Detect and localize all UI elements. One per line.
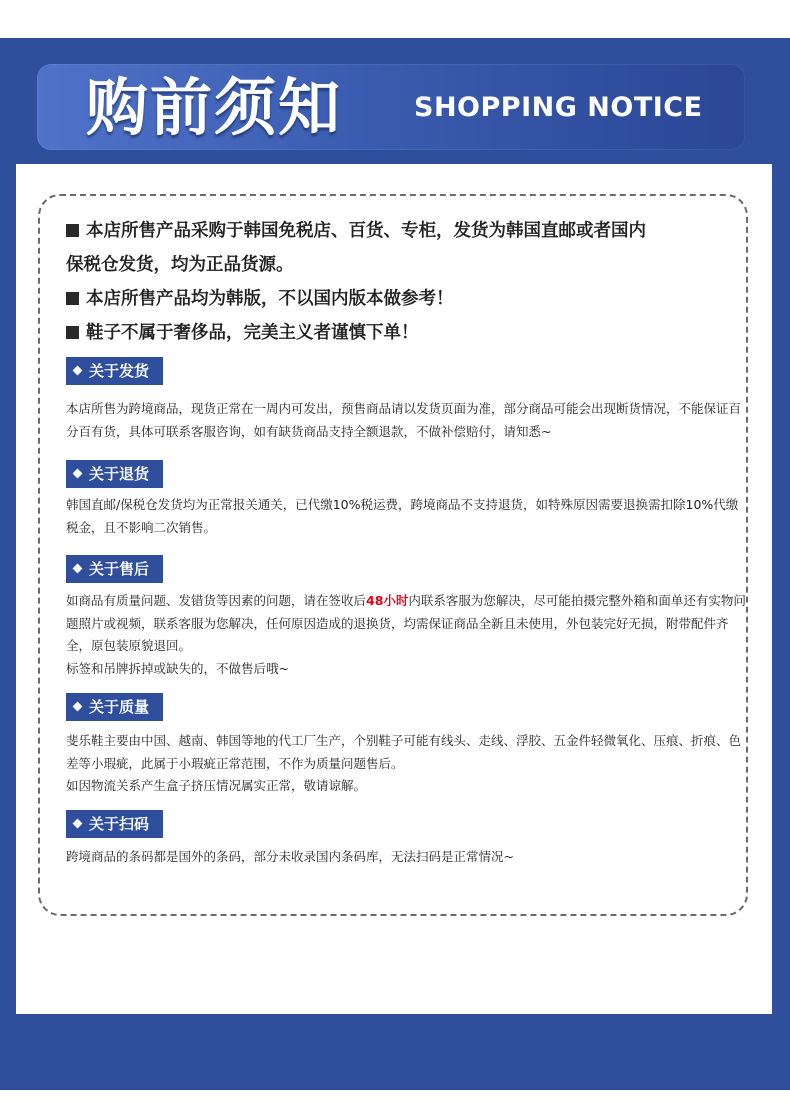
section-body-scan xyxy=(66,846,746,869)
section-tag-shipping xyxy=(66,357,163,385)
paragraph: 韩国直邮/保税仓发货均为正常报关通关，已代缴10%税运费，跨境商品不支持退货，如特殊原因需要退换需扣除10%代缴税金，且不影响二次销售。 xyxy=(66,497,739,535)
section-tag-scan xyxy=(66,810,163,838)
section-label: 关于质量 xyxy=(89,698,150,716)
section-label: 关于发货 xyxy=(89,362,150,380)
intro-text: 本店所售产品均为韩版，不以国内版本做参考！ xyxy=(86,289,454,309)
square-bullet-icon xyxy=(66,326,79,339)
diamond-icon xyxy=(73,366,83,376)
square-bullet-icon xyxy=(66,224,79,237)
section-body-quality xyxy=(66,730,746,798)
text-segment: 如商品有质量问题、发错货等因素的问题，请在签收后 xyxy=(66,593,367,608)
page-title: 购前须知 xyxy=(86,71,343,144)
section-label: 关于售后 xyxy=(89,560,150,578)
intro-item-luxury xyxy=(66,316,738,350)
text-segment: 内联系客服为您解决，尽可能拍摄完整外箱和面单还有实物问题照片或视频，联系客服为您解决，任何原因造成的退换货，均需保证商品全新且未使用，外包装完好无损，附带配件齐全，原包装原貌退回。 xyxy=(66,593,746,653)
highlight-time: 48小时 xyxy=(366,593,409,608)
diamond-icon xyxy=(73,469,83,479)
intro-text: 鞋子不属于奢侈品，完美主义者谨慎下单！ xyxy=(86,323,419,343)
section-body-aftersale xyxy=(66,590,746,680)
intro-item-version xyxy=(66,282,738,316)
section-label: 关于退货 xyxy=(89,465,150,483)
section-tag-aftersale xyxy=(66,555,163,583)
intro-item-source xyxy=(66,214,738,248)
paragraph xyxy=(66,590,746,658)
intro-text: 保税仓发货，均为正品货源。 xyxy=(66,255,294,275)
paragraph: 本店所售为跨境商品，现货正常在一周内可发出，预售商品请以发货页面为准，部分商品可能会出现断货情况，不能保证百分百有货，具体可联系客服咨询，如有缺货商品支持全额退款，不做补偿赔付，请知悉~ xyxy=(66,401,742,439)
section-body-shipping xyxy=(66,398,746,443)
paragraph: 斐乐鞋主要由中国、越南、韩国等地的代工厂生产，个别鞋子可能有线头、走线、浮胶、五金件轻微氧化、压痕、折痕、色差等小瑕疵，此属于小瑕疵正常范围，不作为质量问题售后。 xyxy=(66,733,742,771)
square-bullet-icon xyxy=(66,292,79,305)
diamond-icon xyxy=(73,702,83,712)
paragraph: 跨境商品的条码都是国外的条码，部分未收录国内条码库，无法扫码是正常情况~ xyxy=(66,849,514,864)
diamond-icon xyxy=(73,819,83,829)
paragraph: 如因物流关系产生盒子挤压情况属实正常，敬请谅解。 xyxy=(66,778,367,793)
diamond-icon xyxy=(73,564,83,574)
section-tag-quality xyxy=(66,693,163,721)
intro-item-source-continued xyxy=(66,248,738,282)
page-subtitle: SHOPPING NOTICE xyxy=(414,92,703,123)
section-body-returns xyxy=(66,494,746,539)
intro-block xyxy=(66,214,738,350)
section-tag-returns xyxy=(66,460,163,488)
intro-text: 本店所售产品采购于韩国免税店、百货、专柜，发货为韩国直邮或者国内 xyxy=(86,221,646,241)
paragraph: 标签和吊牌拆掉或缺失的，不做售后哦~ xyxy=(66,660,289,676)
section-label: 关于扫码 xyxy=(89,815,150,833)
